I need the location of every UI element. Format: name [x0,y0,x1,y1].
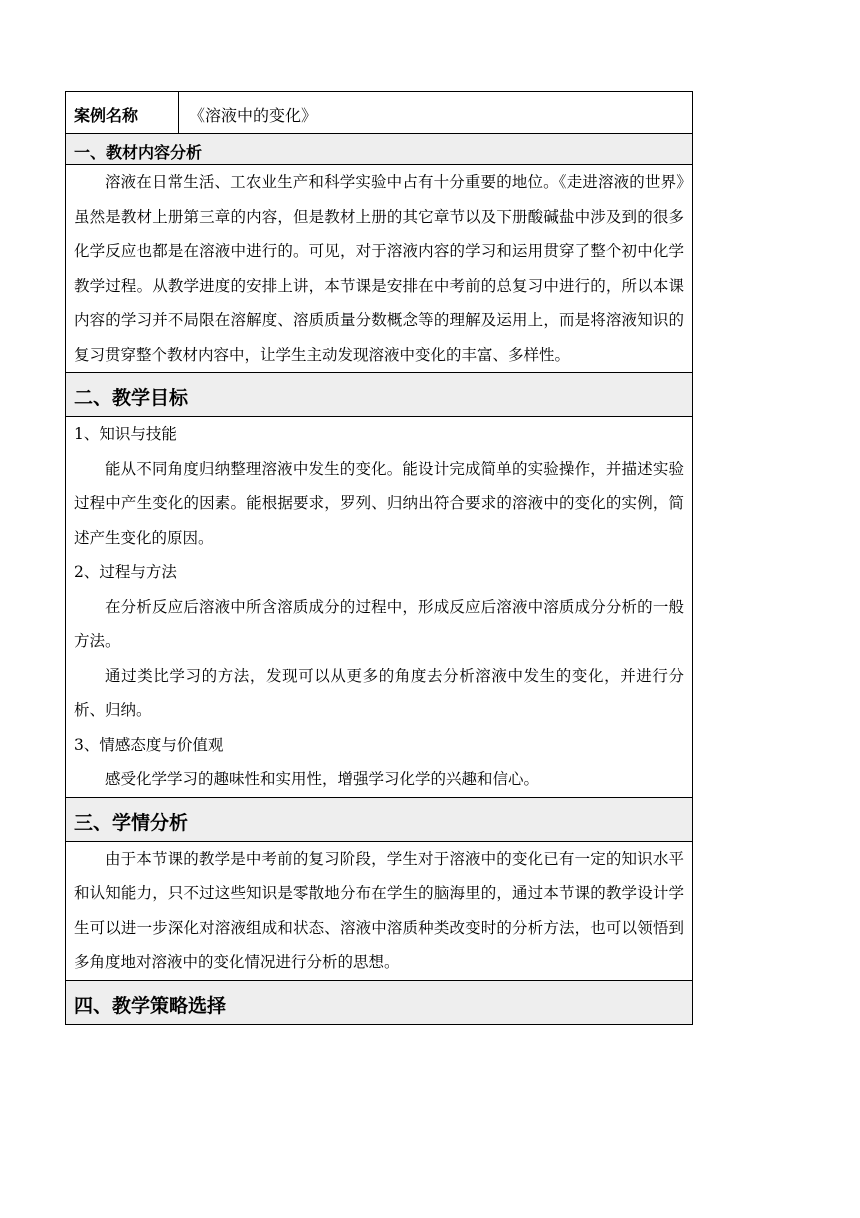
goal3-title: 3、情感态度与价值观 [74,735,224,754]
goal2-text-b: 通过类比学习的方法，发现可以从更多的角度去分析溶液中发生的变化，并进行分析、归纳。 [74,666,684,719]
case-name-value: 《溶液中的变化》 [179,92,693,134]
section-body-row [66,417,693,798]
section-heading-row [66,134,693,165]
goal1-title: 1、知识与技能 [74,425,177,443]
goal2-text-a: 在分析反应后溶液中所含溶质成分的过程中，形成反应后溶液中溶质成分分析的一般方法。 [74,597,684,650]
section-heading-row [66,797,693,841]
goal2-title: 2、过程与方法 [74,563,177,581]
textbook-analysis-paragraph: 溶液在日常生活、工农业生产和科学实验中占有十分重要的地位。《走进溶液的世界》虽然是教材上册第三章的内容，但是教材上册的其它章节以及下册酸碱盐中涉及到的很多化学反应也都是在溶液中进行的。可见，对于溶液内容的学习和运用贯穿了整个初中化学教学过程。从教学进度的安排上讲，本节课是安排在中考前的总复习中进行的，所以本课内容的学习并不局限在溶解度、溶质质量分数概念等的理解及运用上，而是将溶液知识的复习贯穿整个教材内容中，让学生主动发现溶液中变化的丰富、多样性。 [74,173,684,364]
case-name-label: 案例名称 [66,92,179,134]
goal1-text: 能从不同角度归纳整理溶液中发生的变化。能设计完成简单的实验操作，并描述实验过程中产生变化的因素。能根据要求，罗列、归纳出符合要求的溶液中的变化的实例，简述产生变化的原因。 [74,459,684,547]
case-name-row [66,92,693,134]
section-heading-row [66,980,693,1024]
lesson-plan-sheet [65,91,693,1025]
section1-body [66,165,693,373]
section4-heading: 四、教学策略选择 [66,980,693,1024]
section1-heading: 一、教材内容分析 [66,134,693,165]
section2-body [66,417,693,798]
goal3-text: 感受化学学习的趣味性和实用性，增强学习化学的兴趣和信心。 [105,770,540,788]
section2-heading: 二、教学目标 [66,373,693,417]
section3-body [66,841,693,980]
lesson-plan-table [65,91,693,1025]
section-body-row [66,841,693,980]
learner-analysis-paragraph: 由于本节课的教学是中考前的复习阶段，学生对于溶液中的变化已有一定的知识水平和认知能力，只不过这些知识是零散地分布在学生的脑海里的，通过本节课的教学设计学生可以进一步深化对溶液组成和状态、溶液中溶质种类改变时的分析方法，也可以领悟到多角度地对溶液中的变化情况进行分析的思想。 [74,849,684,971]
section3-heading: 三、学情分析 [66,797,693,841]
section-heading-row [66,373,693,417]
section-body-row [66,165,693,373]
